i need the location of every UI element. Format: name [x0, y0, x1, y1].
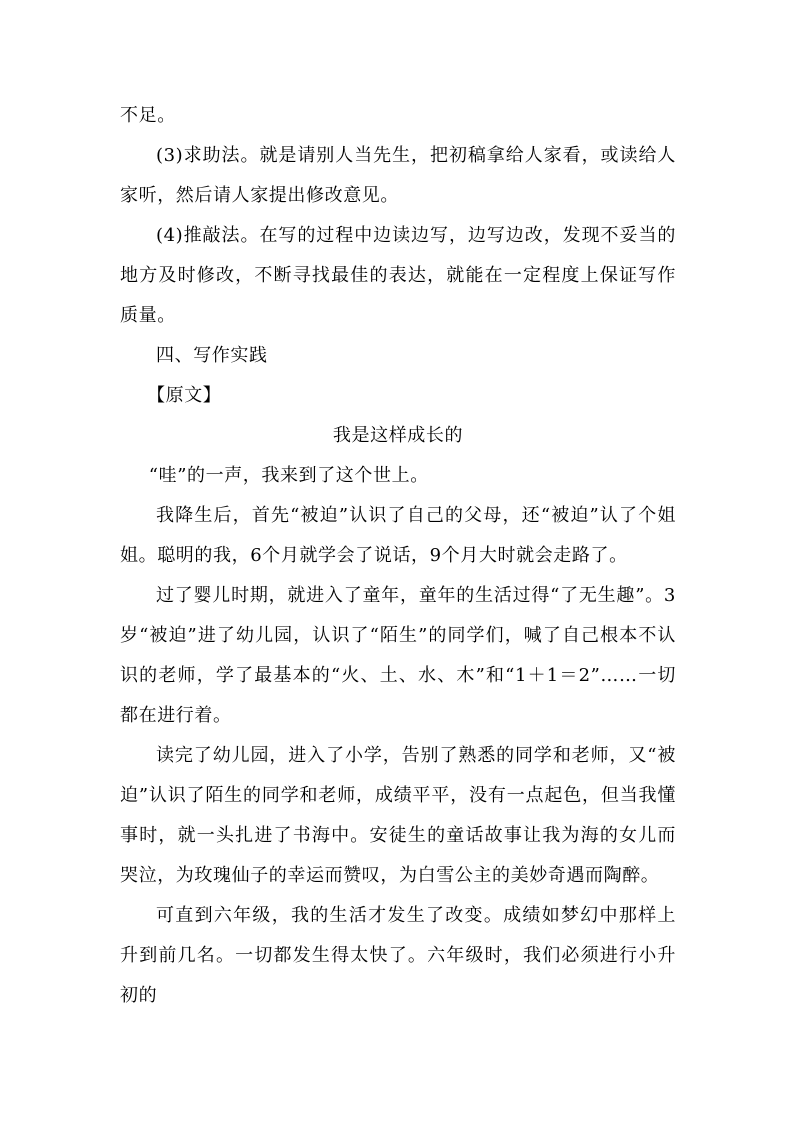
document-body — [120, 96, 676, 1016]
essay-paragraph: 可直到六年级，我的生活才发生了改变。成绩如梦幻中那样上升到前几名。一切都发生得太快了。六年级时，我们必须进行小升初的 — [120, 905, 676, 1006]
essay-title: 我是这样成长的 — [332, 425, 464, 446]
original-text-label: 【原文】 — [147, 385, 222, 406]
paragraph-method-3: (3)求助法。就是请别人当先生，把初稿拿给人家看，或读给人家听，然后请人家提出修改意见。 — [120, 145, 676, 206]
section-heading: 四、写作实践 — [156, 345, 268, 366]
essay-paragraph: 我降生后，首先“被迫”认识了自己的父母，还“被迫”认了个姐姐。聪明的我，6个月就学会了说话，9个月大时就会走路了。 — [120, 505, 676, 566]
essay-paragraph: 读完了幼儿园，进入了小学，告别了熟悉的同学和老师，又“被迫”认识了陌生的同学和老师，成绩平平，没有一点起色，但当我懂事时，就一头扎进了书海中。安徒生的童话故事让我为海的女儿而哭泣，为玫瑰仙子的幸运而赞叹，为白雪公主的美妙奇遇而陶醉。 — [120, 745, 676, 886]
paragraph-method-4: (4)推敲法。在写的过程中边读边写，边写边改，发现不妥当的地方及时修改，不断寻找最佳的表达，就能在一定程度上保证写作质量。 — [120, 225, 676, 326]
paragraph-continuation: 不足。 — [120, 105, 176, 126]
essay-paragraph: 过了婴儿时期，就进入了童年，童年的生活过得“了无生趣”。3岁“被迫”进了幼儿园，认识了“陌生”的同学们，喊了自己根本不认识的老师，学了最基本的“火、土、水、木”和“1＋1＝2”……一切都在进行着。 — [120, 585, 676, 726]
essay-paragraph: “哇”的一声，我来到了这个世上。 — [148, 465, 429, 486]
